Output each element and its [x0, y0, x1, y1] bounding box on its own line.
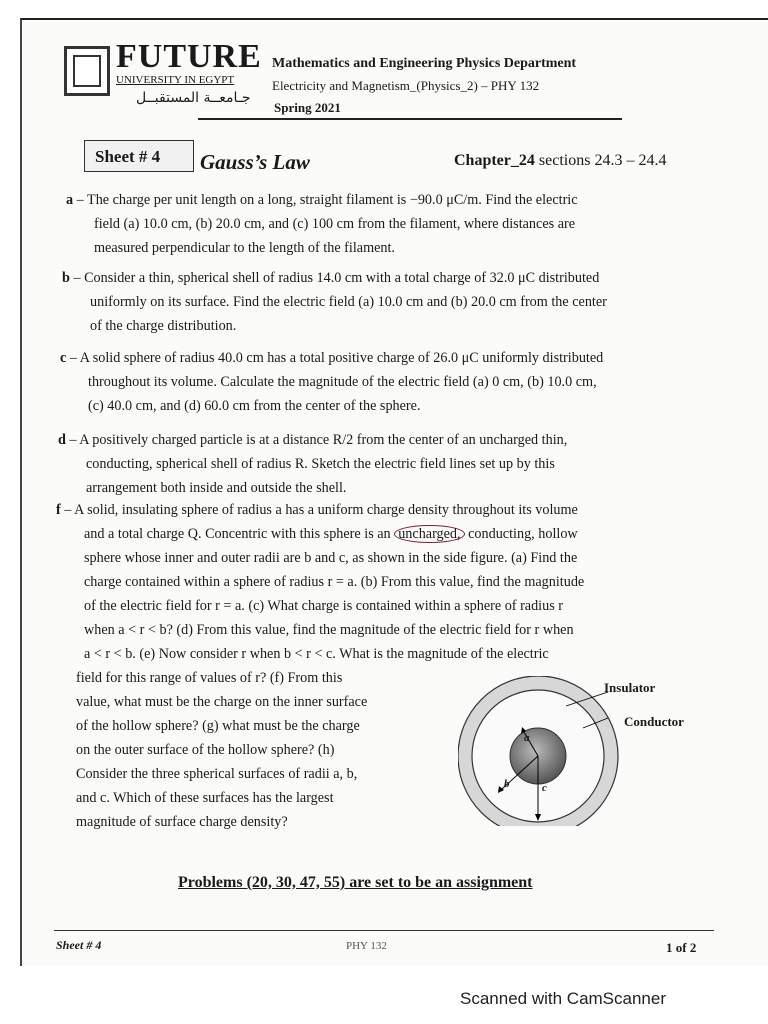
course-title: Electricity and Magnetism_(Physics_2) – PHY 132 — [272, 78, 540, 93]
insulator-label: Insulator — [604, 680, 656, 695]
problem-b: b – Consider a thin, spherical shell of radius 14.0 cm with a total charge of 32.0 μC distributed uniformly on its surface. Find the electric field (a) 10.0 cm and (b) 20.0 cm from the center of the charge distribution. — [62, 270, 607, 334]
department-title: Mathematics and Engineering Physics Department — [272, 56, 577, 71]
footer-divider — [54, 930, 714, 931]
problem-f: f – A solid, insulating sphere of radius a has a uniform charge density throughout its volume and a total charge Q. Concentric with this sphere is an uncharged, conducting, hollow sphere whose inner and outer radii are b and c, as shown in the side figure. (a) Find the charge contained within a sphere of radius r = a. (b) From this value, find the magnitude of the electric field for r = a. (c) What charge is contained within a sphere of radius r when a < r < b? (d) From this value, find the magnitude of the electric field for r when a < r < b. (e) Now consider r when b < r < c. What is the magnitude of the electric — [56, 502, 585, 662]
header-divider — [198, 118, 622, 120]
sheet-number-box: Sheet # 4 — [84, 140, 194, 172]
problem-c: c – A solid sphere of radius 40.0 cm has a total positive charge of 26.0 μC uniformly distributed throughout its volume. Calculate the magnitude of the electric field (a) 0 cm, (b) 10.0 cm, (c) 40.0 cm, and (d) 60.0 cm from the center of the sphere. — [60, 350, 604, 414]
spheres-diagram — [458, 676, 718, 826]
problem-d: d – A positively charged particle is at a distance R/2 from the center of an uncharged thin, conducting, spherical shell of radius R. Sketch the electric field lines set up by this arrangement both inside and outside the shell. — [58, 432, 568, 496]
logo-arabic-text: جـامعــة المستقبــل — [136, 90, 251, 106]
footer-course: PHY 132 — [346, 940, 387, 952]
term-label: Spring 2021 — [274, 100, 341, 115]
scanner-watermark: Scanned with CamScanner — [460, 989, 667, 1008]
circled-word: uncharged, — [394, 525, 464, 543]
chapter-info: Chapter_24 sections 24.3 – 24.4 — [454, 152, 667, 169]
problem-f-continued: field for this range of values of r? (f) From this value, what must be the charge on the inner surface of the hollow sphere? (g) what must be the charge on the outer surface of the hollow sphere? (h) Consider the three spherical surfaces of radii a, b, and c. Which of these surfaces has the largest magnitude of surface charge density? — [76, 670, 368, 830]
footer-page-number: 1 of 2 — [666, 940, 697, 955]
sheet-title: Gauss’s Law — [200, 150, 310, 174]
concentric-spheres-figure — [458, 676, 718, 826]
page-header — [64, 38, 724, 118]
assignment-note: Problems (20, 30, 47, 55) are set to be an assignment — [178, 874, 533, 891]
radius-a-label: a — [524, 732, 530, 744]
radius-c-label: c — [542, 782, 547, 794]
university-logo-icon — [64, 46, 110, 96]
problem-a: a – The charge per unit length on a long, straight filament is −90.0 μC/m. Find the electric field (a) 10.0 cm, (b) 20.0 cm, and (c) 100 cm from the filament, where distances are measured perpendicular to the length of the filament. — [66, 192, 578, 256]
logo-sub-text: UNIVERSITY IN EGYPT — [116, 74, 235, 86]
logo-main-text: FUTURE — [116, 38, 262, 75]
footer-sheet: Sheet # 4 — [56, 938, 102, 952]
conductor-label: Conductor — [624, 714, 684, 729]
radius-b-label: b — [504, 778, 510, 790]
